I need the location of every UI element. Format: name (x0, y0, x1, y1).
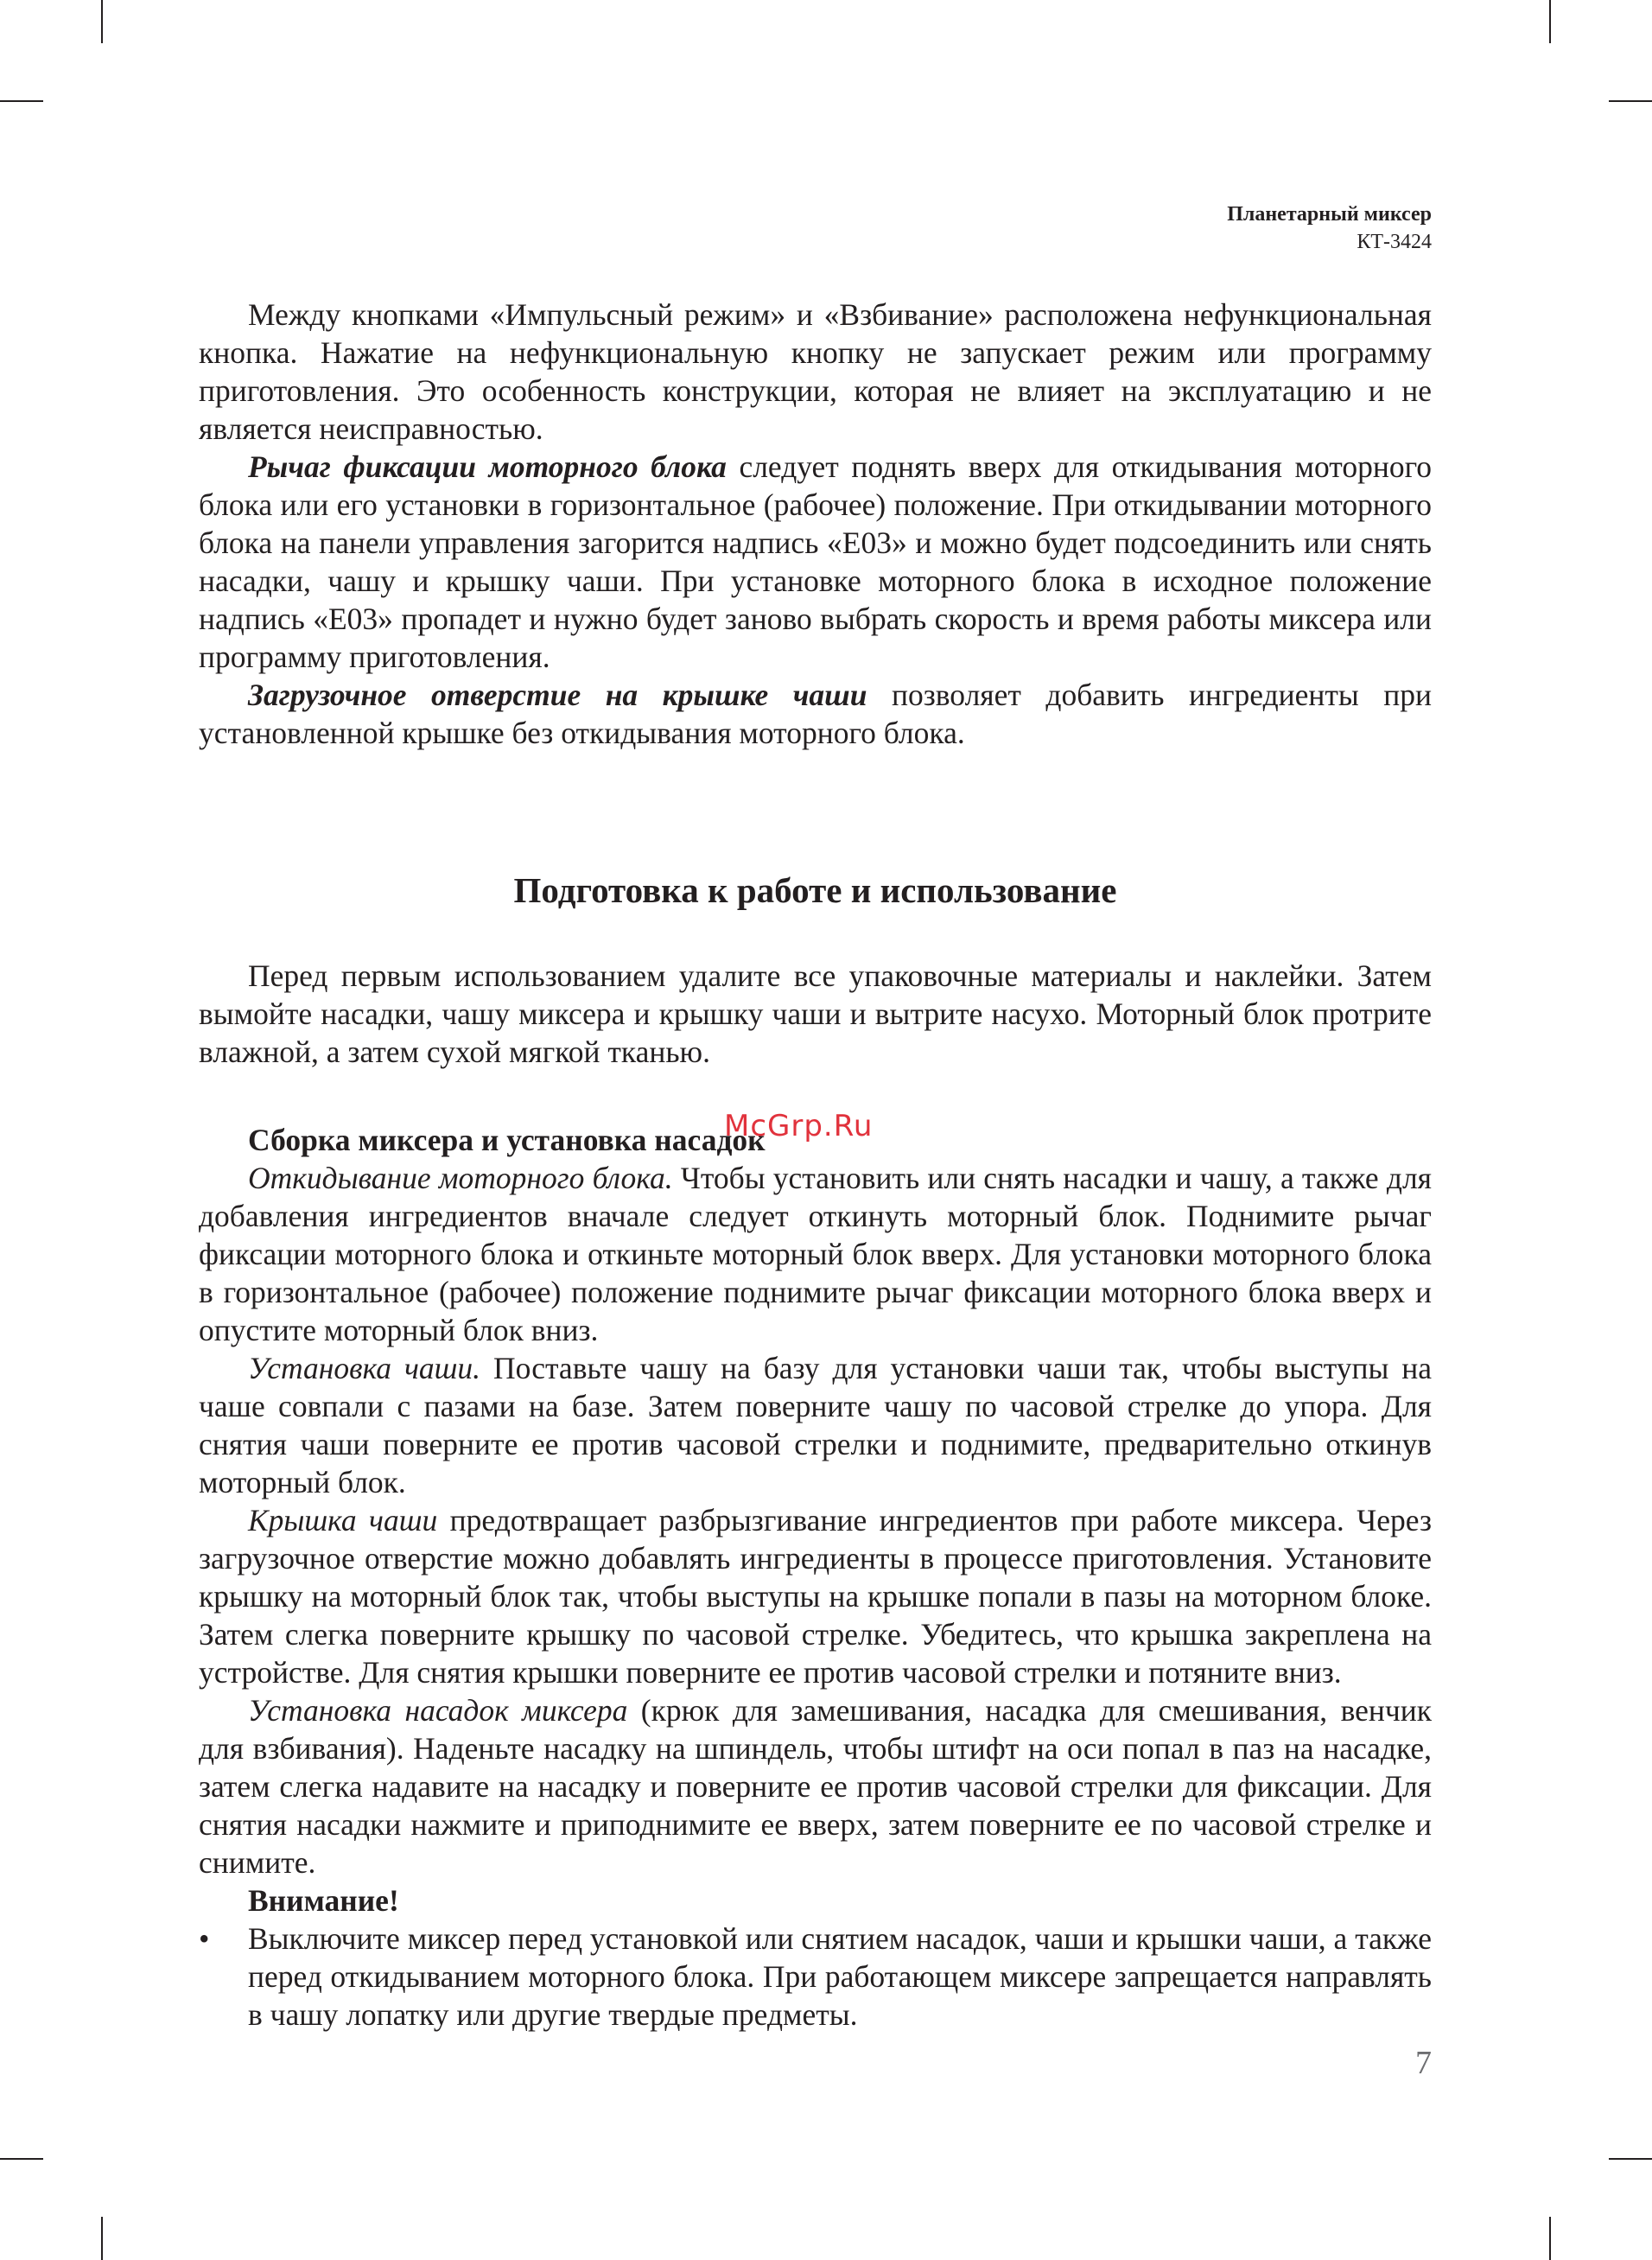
term: Откидывание моторного блока. (248, 1161, 673, 1195)
crop-mark (1609, 100, 1652, 102)
crop-mark (101, 0, 103, 43)
paragraph: Перед первым использованием удалите все упаковочные материалы и наклейки. Затем вымойте насадки, чашу миксера и крышку чаши и вытрите насухо. Моторный блок протрите влажной, а затем сухой мягкой тканью. (199, 958, 1432, 1069)
paragraph (199, 1159, 1432, 1349)
page-body (199, 296, 1432, 2034)
paragraph-text: Чтобы установить или снять насадки и чашу, а также для добавления ингредиентов вначале следует откинуть моторный блок. Поднимите рычаг фиксации моторного блока и откиньте моторный блок вверх. Для установки моторного блока в горизонтальное (рабочее) положение поднимите рычаг фиксации моторного блока вверх и опустите моторный блок вниз. (199, 1161, 1432, 1347)
crop-mark (1549, 0, 1551, 43)
term: Крышка чаши (248, 1503, 438, 1537)
term: Установка чаши. (248, 1351, 481, 1385)
paragraph (199, 1349, 1432, 1501)
section-heading: Подготовка к работе и использование (513, 870, 1117, 910)
bullet-item (199, 1919, 1432, 2034)
header-model: КТ-3424 (1357, 231, 1432, 253)
paragraph-text: позволяет добавить ингредиенты при установленной крышке без откидывания моторного блока. (199, 678, 1432, 750)
subsection-heading: Сборка миксера и установка насадок (248, 1123, 766, 1157)
paragraph-text: Поставьте чашу на базу для установки чаши так, чтобы выступы на чаше совпали с пазами на базе. Затем поверните чашу по часовой стрелке до упора. Для снятия чаши поверните ее против часовой стрелки и поднимите, предварительно откинув моторный блок. (199, 1351, 1433, 1499)
running-header (1227, 201, 1432, 256)
crop-mark (0, 100, 43, 102)
crop-mark (101, 2217, 103, 2260)
crop-mark (0, 2158, 43, 2160)
paragraph-text: следует поднять вверх для откидывания моторного блока или его установки в горизонтальное (рабочее) положение. При откидывании моторного блока на панели управления загорится надпись «E03» и можно будет подсоединить или снять насадки, чашу и крышку чаши. При установке моторного блока в исходное положение надпись «E03» пропадет и нужно будет заново выбрать скорость и время работы миксера или программу приготовления. (199, 449, 1433, 674)
crop-mark (1609, 2158, 1652, 2160)
watermark: McGrp.Ru (724, 1109, 874, 1143)
paragraph-text: (крюк для замешивания, насадка для смешивания, венчик для взбивания). Наденьте насадку на шпиндель, чтобы штифт на оси попал в паз на насадке, затем слегка надавите на насадку и поверните ее против часовой стрелки для фиксации. Для снятия насадки нажмите и приподнимите ее вверх, затем поверните ее по часовой стрелке и снимите. (199, 1693, 1432, 1880)
attention-label: Внимание! (248, 1883, 399, 1918)
paragraph: Между кнопками «Импульсный режим» и «Взбивание» расположена нефункциональная кнопка. Нажатие на нефункциональную кнопку не запускает режим или программу приготовления. Это особенность конструкции, которая не влияет на эксплуатацию и не является неисправностью. (199, 297, 1432, 446)
term: Установка насадок миксера (248, 1693, 628, 1728)
term: Рычаг фиксации моторного блока (248, 449, 727, 484)
paragraph (199, 676, 1432, 752)
crop-mark (1549, 2217, 1551, 2260)
paragraph (199, 1501, 1432, 1691)
paragraph-text: предотвращает разбрызгивание ингредиентов при работе миксера. Через загрузочное отверстие можно добавлять ингредиенты в процессе приготовления. Установите крышку на моторный блок так, чтобы выступы на крышке попали в пазы на моторном блоке. Затем слегка поверните крышку по часовой стрелке. Убедитесь, что крышка закреплена на устройстве. Для снятия крышки поверните ее против часовой стрелки и потяните вниз. (199, 1503, 1432, 1690)
page-number: 7 (1415, 2045, 1432, 2081)
term: Загрузочное отверстие на крышке чаши (248, 678, 867, 712)
header-title: Планетарный миксер (1227, 203, 1432, 226)
paragraph (199, 448, 1432, 676)
bullet-marker: • (199, 1921, 210, 1956)
bullet-text: Выключите миксер перед установкой или снятием насадок, чаши и крышки чаши, а также перед откидыванием моторного блока. При работающем миксере запрещается направлять в чашу лопатку или другие твердые предметы. (248, 1921, 1432, 2032)
paragraph (199, 1691, 1432, 1881)
